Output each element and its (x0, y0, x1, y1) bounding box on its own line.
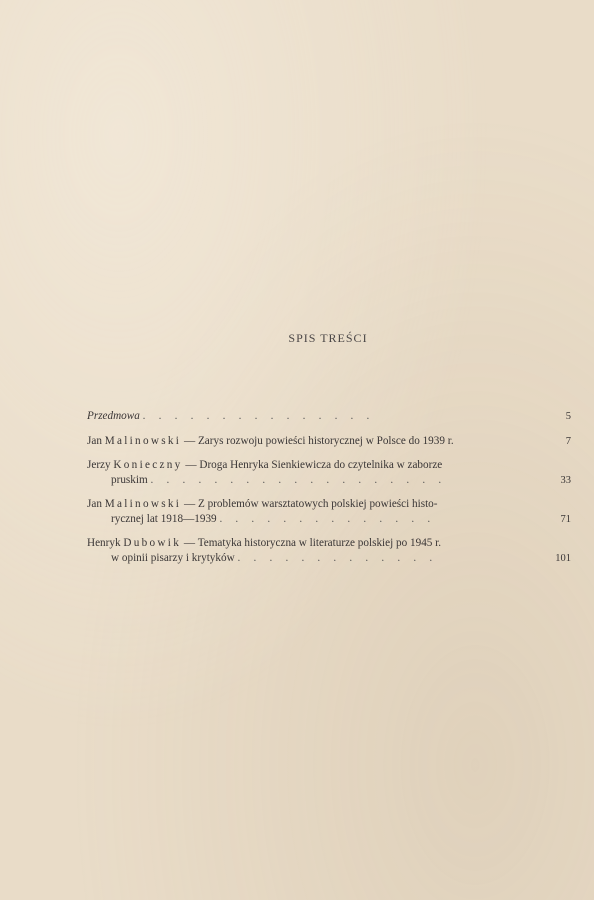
toc-entry-line (87, 458, 571, 473)
page-number: 33 (560, 475, 571, 486)
toc-entry-konieczny (87, 458, 571, 488)
page-number: 71 (560, 514, 571, 525)
entry-title: — Zarys rozwoju powieści historycznej w Polsce do 1939 r. (181, 435, 454, 447)
leader-dots: . . . . . . . . . . . . . . . . . . . (150, 474, 447, 486)
toc-entry-line (87, 512, 571, 527)
toc-entry-line (87, 409, 571, 424)
author-surname: Malinowski (104, 498, 182, 510)
page-number: 5 (565, 411, 571, 422)
entry-title: — Droga Henryka Sienkiewicza do czytelnika w zaborze (182, 459, 443, 471)
author-first-name: Jan (87, 435, 105, 447)
toc-entry-preface (87, 409, 571, 424)
entry-title-continued: pruskim (111, 474, 148, 486)
page-number: 7 (565, 436, 571, 447)
author-surname: Malinowski (104, 435, 182, 447)
leader-dots: . . . . . . . . . . . . . (237, 552, 438, 564)
toc-entry-malinowski-1 (87, 434, 571, 449)
table-of-contents (87, 409, 571, 575)
leader-dots: . . . . . . . . . . . . . . . (142, 410, 375, 422)
toc-entry-dubowik (87, 536, 571, 566)
toc-entry-line (87, 473, 571, 488)
author-surname: Konieczny (113, 459, 183, 471)
entry-title-continued: rycznej lat 1918—1939 (111, 513, 217, 525)
toc-entry-line (87, 551, 571, 566)
author-first-name: Jerzy (87, 459, 114, 471)
page-number: 101 (555, 553, 571, 564)
page-title: SPIS TREŚCI (288, 331, 368, 345)
author-surname: Dubowik (123, 537, 182, 549)
entry-title: — Tematyka historyczna w literaturze polskiej po 1945 r. (181, 537, 442, 549)
entry-title-continued: w opinii pisarzy i krytyków (111, 552, 235, 564)
entry-title: — Z problemów warsztatowych polskiej powieści histo- (181, 498, 438, 510)
toc-entry-line (87, 434, 571, 449)
toc-entry-line (87, 536, 571, 551)
author-first-name: Jan (87, 498, 105, 510)
entry-title: Przedmowa (87, 410, 140, 422)
author-first-name: Henryk (87, 537, 124, 549)
toc-entry-malinowski-2 (87, 497, 571, 527)
toc-entry-line (87, 497, 571, 512)
leader-dots: . . . . . . . . . . . . . . (219, 513, 436, 525)
